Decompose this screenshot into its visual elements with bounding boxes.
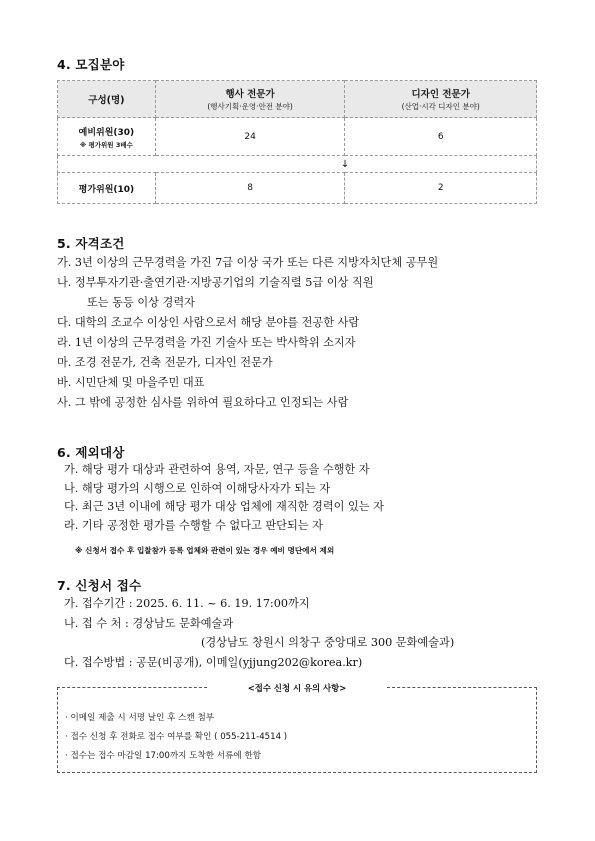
- list-item: 라. 1년 이상의 근무경력을 가진 기술사 또는 박사학위 소지자: [57, 336, 356, 349]
- table-gap-row: [58, 156, 537, 173]
- eval-design-value: 2: [345, 173, 537, 204]
- exclusion-list: [64, 461, 384, 535]
- reserve-event-value: 24: [155, 118, 345, 156]
- reserve-design-value: 6: [345, 118, 537, 156]
- header-composition: 구성(명): [58, 81, 156, 118]
- table-header-row: [58, 81, 537, 118]
- list-item: 나. 접 수 처 : 경상남도 문화예술과: [64, 616, 234, 630]
- eval-event-value: 8: [155, 173, 345, 204]
- notes-box-title: <접수 신청 시 유의 사항>: [244, 683, 351, 693]
- list-item-continuation: 또는 동등 이상 경력자: [87, 296, 195, 309]
- list-item: 가. 3년 이상의 근무경력을 가진 7급 이상 국가 또는 다른 지방자치단체 공무원: [57, 256, 439, 269]
- list-item: 나. 해당 평가의 시행으로 인하여 이해당사자가 되는 자: [64, 481, 331, 495]
- note-item: · 접수는 접수 마감일 17:00까지 도착한 서류에 한함: [65, 751, 262, 761]
- table-row-evaluator: [58, 173, 537, 204]
- list-item: 가. 해당 평가 대상과 관련하여 용역, 자문, 연구 등을 수행한 자: [64, 463, 370, 476]
- list-item-continuation: (경상남도 창원시 의창구 중앙대로 300 문화예술과): [201, 636, 455, 650]
- table-row-reserve: [58, 118, 537, 156]
- list-item: 가. 접수기간 : 2025. 6. 11. ~ 6. 19. 17:00까지: [64, 597, 310, 610]
- section-7-title: 7. 신청서 접수: [57, 578, 142, 593]
- qualification-list: [57, 253, 438, 413]
- section-6-title: 6. 제외대상: [57, 445, 125, 460]
- list-item: 라. 기타 공정한 평가를 수행할 수 없다고 판단되는 자: [64, 518, 323, 532]
- list-item: 다. 접수방법 : 공문(비공개), 이메일(yjjung202@korea.kr): [64, 655, 363, 669]
- list-item: 나. 정부투자기관·출연기관·지방공기업의 기술직렬 5급 이상 직원: [57, 276, 374, 289]
- note-item: · 이메일 제출 시 서명 날인 후 스캔 첨부: [65, 713, 215, 723]
- application-list: [64, 594, 454, 672]
- notes-box-items: [65, 709, 287, 766]
- section-4-title: 4. 모집분야: [57, 57, 125, 72]
- note-item: · 접수 신청 후 전화로 접수 여부를 확인 ( 055-211-4514 ): [65, 732, 288, 742]
- list-item: 사. 그 밖에 공정한 심사를 위하여 필요하다고 인정되는 사람: [57, 396, 349, 409]
- eval-label-cell: 평가위원(10): [58, 173, 156, 204]
- list-item: 마. 조경 전문가, 건축 전문가, 디자인 전문가: [57, 356, 273, 369]
- down-arrow-icon: ↓: [340, 158, 350, 170]
- section-5-title: 5. 자격조건: [57, 236, 125, 251]
- notes-box-header: [57, 682, 537, 694]
- exclusion-notice: ※ 신청서 접수 후 입찰참가 등록 업체와 관련이 있는 경우 예비 명단에서 제외: [75, 546, 335, 555]
- list-item: 다. 최근 3년 이내에 해당 평가 대상 업체에 재직한 경력이 있는 자: [64, 500, 384, 514]
- list-item: 바. 시민단체 및 마을주민 대표: [57, 376, 205, 389]
- list-item: 다. 대학의 조교수 이상인 사람으로서 해당 분야를 전공한 사람: [57, 316, 360, 329]
- header-event-expert: 행사 전문가 (행사기획·운영·안전 분야): [155, 81, 345, 118]
- header-design-expert: 디자인 전문가 (산업·시각 디자인 분야): [345, 81, 537, 118]
- recruitment-table: [57, 80, 537, 204]
- reserve-label-cell: 예비위원(30) ※ 평가위원 3배수: [58, 118, 156, 156]
